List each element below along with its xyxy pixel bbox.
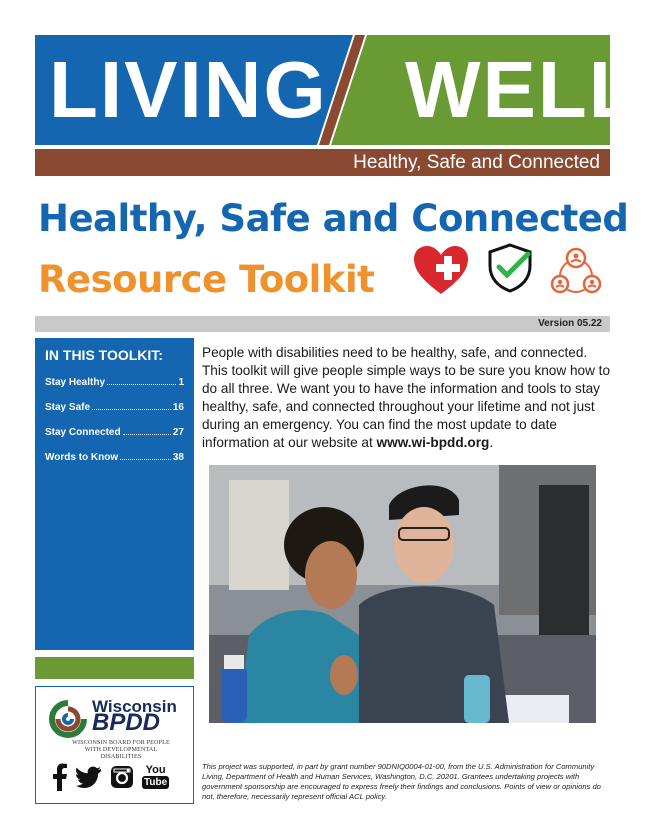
toc-item-page: 1 — [178, 377, 184, 388]
logo-bpdd: BPDD — [92, 709, 161, 736]
toc-item-stay-healthy[interactable] — [45, 377, 184, 388]
toc-item-stay-connected[interactable] — [45, 427, 184, 438]
youtube-you: You — [145, 764, 166, 776]
photo-illustration — [209, 465, 596, 723]
grant-footnote: This project was supported, in part by grant number 90DNIQ0004-01-00, from the U.S. Administration for Community Living, Department of Health and Human Services, Washington, D.C. 20201. Grantees undertaking projects with government sponsorship are encouraged to express freely their findings and conclusions. Points of view or opinions do not, therefore, necessarily represent official ACL policy. — [202, 762, 601, 801]
banner-subtitle-bar — [35, 149, 610, 176]
toc-item-label: Words to Know — [45, 452, 119, 463]
twitter-icon[interactable] — [76, 766, 102, 788]
facebook-icon[interactable] — [52, 763, 68, 791]
banner-subtitle: Healthy, Safe and Connected — [353, 152, 600, 173]
logo-subtitle: WISCONSIN BOARD FOR PEOPLE WITH DEVELOPMENTAL DISABILITIES — [72, 740, 170, 760]
intro-end: . — [489, 435, 494, 450]
version-label: Version 05.22 — [538, 318, 602, 329]
youtube-icon[interactable] — [142, 765, 169, 789]
toc-item-page: 38 — [172, 452, 184, 463]
toc-item-label: Stay Connected — [45, 427, 121, 438]
instagram-icon[interactable] — [110, 765, 134, 789]
youtube-tube: Tube — [144, 777, 168, 788]
intro-text: People with disabilities need to be healthy, safe, and connected. This toolkit will give people simple ways to be sure you know how to do all three. We want you to have the information and tools to stay healthy, safe, and connected throughout your lifetime and not just during an emergency. You can find the most update to date information at our website at — [202, 345, 611, 450]
bpdd-swirl-logo-icon — [48, 699, 88, 739]
toc-title: IN THIS TOOLKIT: — [45, 347, 163, 363]
bpdd-logo-box — [35, 686, 194, 804]
toc-item-words-to-know[interactable] — [45, 452, 184, 463]
toc-item-label: Stay Safe — [45, 402, 91, 413]
banner-word-well: WELL — [405, 45, 640, 134]
toc-sidebar — [35, 338, 194, 650]
two-people-photo — [209, 465, 596, 723]
toc-item-label: Stay Healthy — [45, 377, 106, 388]
social-links — [52, 763, 169, 791]
heart-plus-icon — [412, 244, 470, 296]
version-bar — [35, 316, 610, 332]
website-link[interactable]: www.wi-bpdd.org — [376, 435, 490, 450]
toc-item-stay-safe[interactable] — [45, 402, 184, 413]
banner-word-living: LIVING — [49, 45, 328, 134]
logo-wisconsin: Wisconsin — [92, 697, 177, 716]
intro-paragraph — [202, 344, 612, 452]
headline-line1: Healthy, Safe and Connected — [38, 197, 629, 240]
shield-check-icon — [484, 242, 536, 294]
green-divider-bar — [35, 657, 194, 679]
toc-item-page: 27 — [172, 427, 184, 438]
toc-item-page: 16 — [172, 402, 184, 413]
title-banner — [35, 35, 640, 145]
people-network-icon — [550, 246, 602, 296]
headline-line2: Resource Toolkit — [38, 258, 375, 301]
